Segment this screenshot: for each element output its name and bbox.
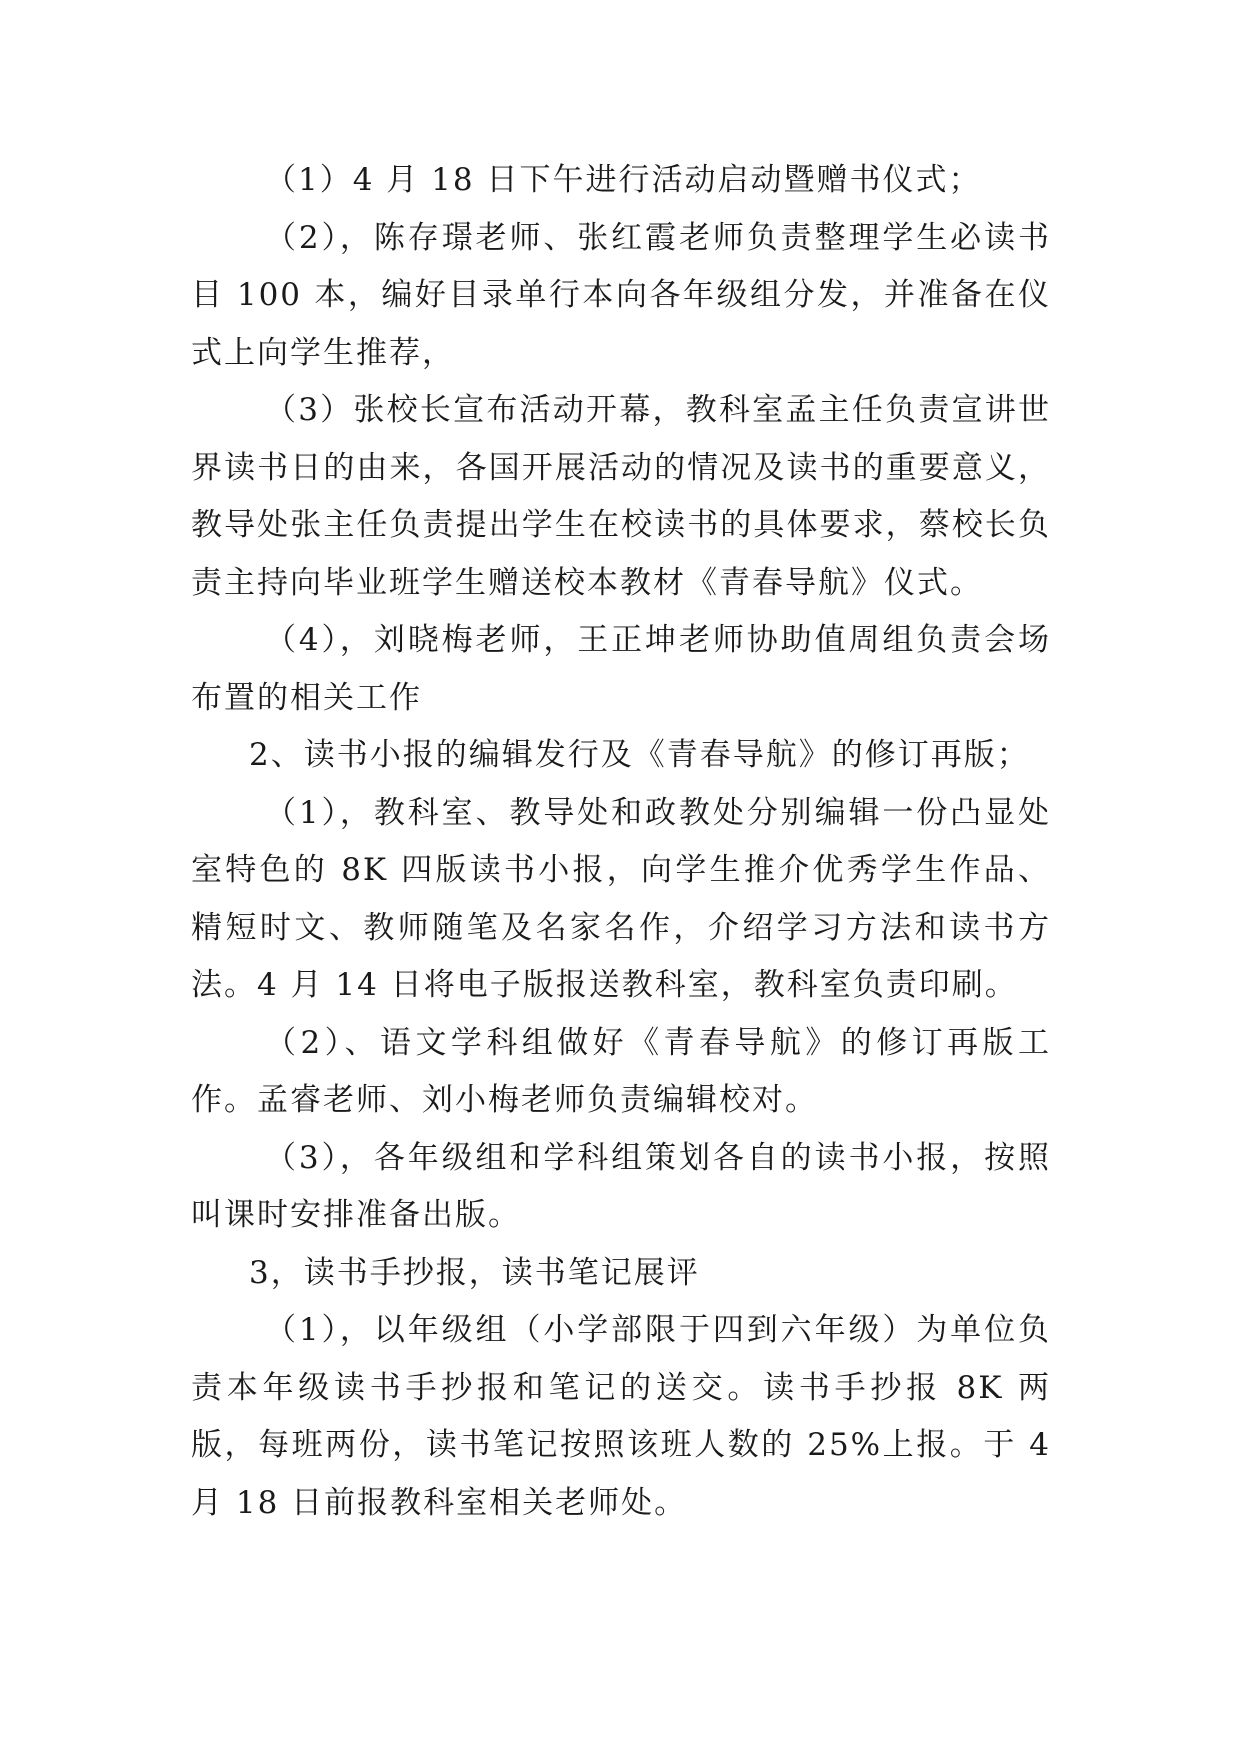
- paragraph-2-1: （1），教科室、教导处和政教处分别编辑一份凸显处室特色的 8K 四版读书小报，向学生推介优秀学生作品、精短时文、教师随笔及名家名作，介绍学习方法和读书方法。4 月 14 日将电子版报送教科室，教科室负责印刷。: [191, 794, 1051, 1003]
- paragraph-1-1: （1）4 月 18 日下午进行活动启动暨赠书仪式；: [265, 162, 982, 198]
- paragraph-2-2: （2）、语文学科组做好《青春导航》的修订再版工作。孟睿老师、刘小梅老师负责编辑校对。: [191, 1024, 1051, 1118]
- section-heading-3: 3，读书手抄报，读书笔记展评: [249, 1254, 700, 1291]
- document-body: [191, 152, 1051, 1532]
- paragraph-1-4: （4），刘晓梅老师，王正坤老师协助值周组负责会场布置的相关工作: [191, 622, 1051, 716]
- paragraph-3-1: （1），以年级组（小学部限于四到六年级）为单位负责本年级读书手抄报和笔记的送交。读书手抄报 8K 两版，每班两份，读书笔记按照该班人数的 25%上报。于 4 月 18 日前报教科室相关老师处。: [191, 1312, 1051, 1521]
- section-heading-2: 2、读书小报的编辑发行及《青春导航》的修订再版；: [249, 737, 1030, 773]
- paragraph-2-3: （3），各年级组和学科组策划各自的读书小报，按照叫课时安排准备出版。: [191, 1139, 1051, 1233]
- paragraph-1-2: （2），陈存璟老师、张红霞老师负责整理学生必读书目 100 本，编好目录单行本向各年级组分发，并准备在仪式上向学生推荐，: [191, 219, 1051, 371]
- paragraph-1-3: （3）张校长宣布活动开幕，教科室孟主任负责宣讲世界读书日的由来，各国开展活动的情况及读书的重要意义，教导处张主任负责提出学生在校读书的具体要求，蔡校长负责主持向毕业班学生赠送校本教材《青春导航》仪式。: [191, 392, 1051, 601]
